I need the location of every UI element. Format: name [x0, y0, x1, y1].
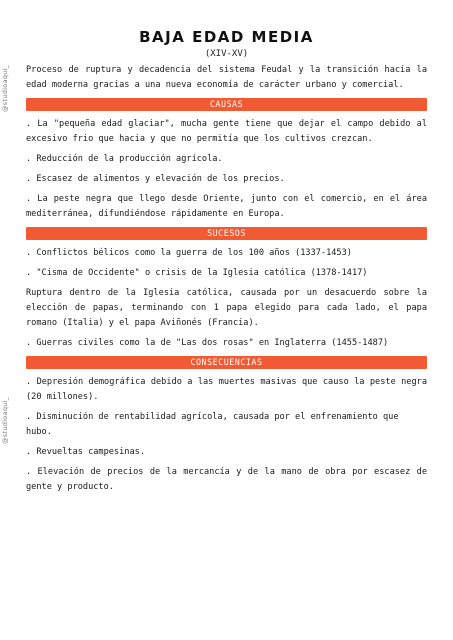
watermark: @studioaqui_: [1, 64, 9, 112]
list-item: . Elevación de precios de la mercancía y de la mano de obra por escasez de gente y producto.: [26, 467, 427, 492]
list-item: . Conflictos bélicos como la guerra de los 100 años (1337-1453): [26, 248, 352, 258]
list-item: . Revueltas campesinas.: [26, 447, 145, 457]
page-subtitle: (XIV-XV): [204, 49, 249, 59]
list-item: . Escasez de alimentos y elevación de los precios.: [26, 174, 285, 184]
list-item: . Disminución de rentabilidad agrícola, causada por el enfrenamiento que hubo.: [26, 412, 399, 437]
list-item: . La peste negra que llego desde Oriente, junto con el comercio, en el área mediterránea, difundiéndose rápidamente en Europa.: [26, 194, 427, 219]
notes-body: [26, 63, 427, 495]
list-item: . Reducción de la producción agrícola.: [26, 154, 223, 164]
list-item: . La "pequeña edad glaciar", mucha gente tiene que dejar el campo debido al excesivo frio que hacia y que no permitía que los cultivos crezcan.: [26, 119, 427, 144]
watermark: @studioaqui_: [1, 396, 9, 444]
section-heading-consecuencias: CONSECUENCIAS: [26, 356, 427, 369]
section-heading-sucesos: SUCESOS: [26, 227, 427, 240]
section-heading-causas: CAUSAS: [26, 98, 427, 111]
list-item: Ruptura dentro de la Iglesia católica, causada por un desacuerdo sobre la elección de papas, terminando con 1 papa elegido para cada lado, el papa romano (Italia) y el papa Aviñonés (Francia).: [26, 288, 427, 328]
list-item: . "Cisma de Occidente" o crisis de la Iglesia católica (1378-1417): [26, 268, 368, 278]
list-item: . Guerras civiles como la de "Las dos rosas" en Inglaterra (1455-1487): [26, 338, 389, 348]
intro-paragraph: Proceso de ruptura y decadencia del sistema Feudal y la transición hacia la edad moderna gracias a una nueva economía de carácter urbano y comercial.: [26, 65, 427, 90]
page-title: BAJA EDAD MEDIA: [139, 28, 314, 46]
list-item: . Depresión demográfica debido a las muertes masivas que causo la peste negra (20 millones).: [26, 377, 427, 402]
